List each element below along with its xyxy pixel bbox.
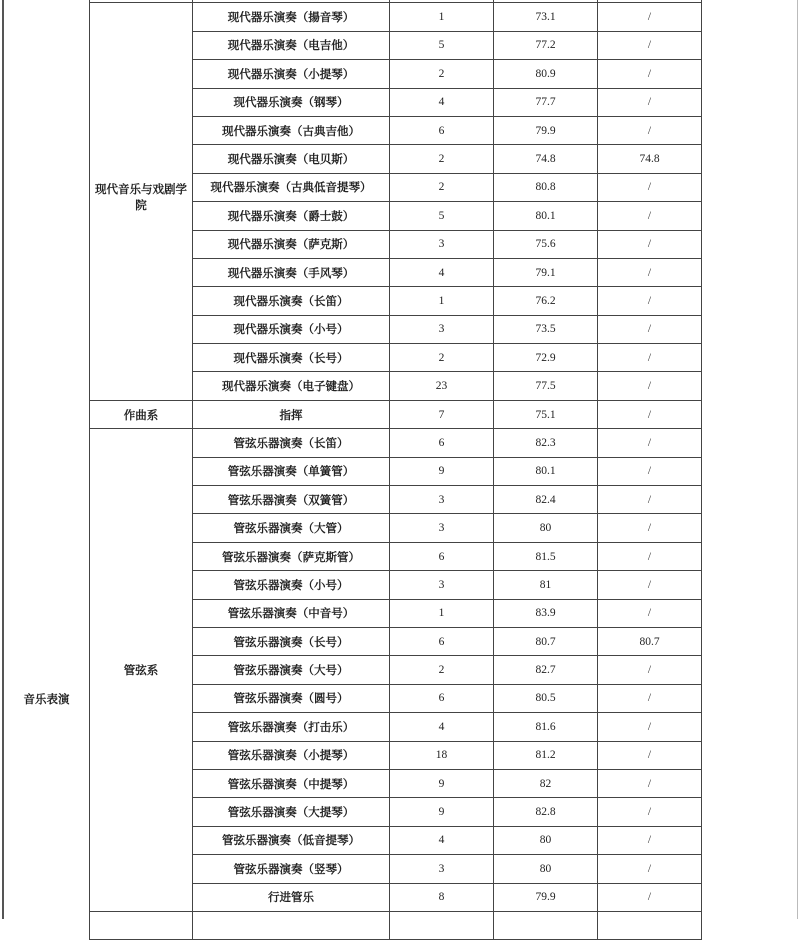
note-cell: /: [598, 542, 702, 570]
major-cell: 现代器乐演奏（电贝斯）: [193, 145, 390, 173]
note-cell: 74.8: [598, 145, 702, 173]
count-cell: 4: [390, 88, 494, 116]
score-cell: 80.5: [494, 684, 598, 712]
score-cell: 73.5: [494, 315, 598, 343]
note-cell: /: [598, 202, 702, 230]
count-cell: 3: [390, 855, 494, 883]
note-cell: /: [598, 116, 702, 144]
major-cell: 管弦乐器演奏（大管）: [193, 514, 390, 542]
count-cell: 6: [390, 684, 494, 712]
score-cell: 82.7: [494, 656, 598, 684]
note-cell: /: [598, 741, 702, 769]
score-cell: 76.2: [494, 287, 598, 315]
note-cell: /: [598, 315, 702, 343]
major-cell: 现代器乐演奏（萨克斯）: [193, 230, 390, 258]
major-cell: 管弦乐器演奏（小提琴）: [193, 741, 390, 769]
category-label: 音乐表演: [23, 692, 70, 706]
score-cell: 80: [494, 514, 598, 542]
score-cell: 80: [494, 855, 598, 883]
score-cell: 77.5: [494, 372, 598, 400]
count-cell: 5: [390, 202, 494, 230]
count-cell: 2: [390, 656, 494, 684]
score-cell: 80: [494, 826, 598, 854]
empty-cell: [90, 911, 193, 939]
count-cell: 4: [390, 826, 494, 854]
major-cell: 现代器乐演奏（电子键盘）: [193, 372, 390, 400]
major-cell: 管弦乐器演奏（双簧管）: [193, 486, 390, 514]
count-cell: 4: [390, 258, 494, 286]
count-cell: 3: [390, 486, 494, 514]
major-cell: 现代器乐演奏（手风琴）: [193, 258, 390, 286]
score-cell: 80.8: [494, 173, 598, 201]
note-cell: /: [598, 287, 702, 315]
score-cell: 81.6: [494, 713, 598, 741]
major-cell: 管弦乐器演奏（低音提琴）: [193, 826, 390, 854]
count-cell: 23: [390, 372, 494, 400]
empty-cell: [598, 911, 702, 939]
table-body: [90, 0, 702, 940]
count-cell: 9: [390, 798, 494, 826]
score-cell: 80.7: [494, 627, 598, 655]
table-row-partial: [90, 911, 702, 939]
note-cell: /: [598, 826, 702, 854]
count-cell: 9: [390, 457, 494, 485]
score-cell: 82.8: [494, 798, 598, 826]
page-edge-right: [797, 0, 798, 919]
count-cell: 1: [390, 287, 494, 315]
score-cell: 74.8: [494, 145, 598, 173]
note-cell: /: [598, 88, 702, 116]
major-cell: 现代器乐演奏（小提琴）: [193, 60, 390, 88]
count-cell: 3: [390, 230, 494, 258]
note-cell: /: [598, 60, 702, 88]
score-cell: 83.9: [494, 599, 598, 627]
note-cell: /: [598, 372, 702, 400]
count-cell: 1: [390, 599, 494, 627]
count-cell: 6: [390, 542, 494, 570]
major-cell: 管弦乐器演奏（圆号）: [193, 684, 390, 712]
score-cell: 75.6: [494, 230, 598, 258]
count-cell: 4: [390, 713, 494, 741]
major-cell: 现代器乐演奏（古典低音提琴）: [193, 173, 390, 201]
table-row: [90, 429, 702, 457]
count-cell: 2: [390, 60, 494, 88]
admission-score-table: [89, 0, 702, 940]
empty-cell: [494, 911, 598, 939]
note-cell: /: [598, 599, 702, 627]
count-cell: 2: [390, 145, 494, 173]
major-cell: 现代器乐演奏（长笛）: [193, 287, 390, 315]
category-cell: [4, 0, 90, 919]
note-cell: /: [598, 31, 702, 59]
note-cell: /: [598, 400, 702, 428]
count-cell: 5: [390, 31, 494, 59]
note-cell: /: [598, 514, 702, 542]
note-cell: 80.7: [598, 627, 702, 655]
count-cell: 9: [390, 769, 494, 797]
department-cell: 现代音乐与戏剧学院: [90, 3, 193, 400]
count-cell: 2: [390, 344, 494, 372]
count-cell: 3: [390, 514, 494, 542]
score-cell: 79.1: [494, 258, 598, 286]
note-cell: /: [598, 3, 702, 31]
count-cell: 6: [390, 429, 494, 457]
note-cell: /: [598, 713, 702, 741]
department-cell: 作曲系: [90, 400, 193, 428]
score-cell: 80.1: [494, 457, 598, 485]
major-cell: 现代器乐演奏（揚音琴）: [193, 3, 390, 31]
note-cell: /: [598, 684, 702, 712]
count-cell: 7: [390, 400, 494, 428]
count-cell: 6: [390, 116, 494, 144]
table-row: [90, 400, 702, 428]
count-cell: 3: [390, 571, 494, 599]
major-cell: 现代器乐演奏（钢琴）: [193, 88, 390, 116]
major-cell: 管弦乐器演奏（打击乐）: [193, 713, 390, 741]
score-cell: 82: [494, 769, 598, 797]
note-cell: /: [598, 656, 702, 684]
major-cell: 管弦乐器演奏（中提琴）: [193, 769, 390, 797]
score-cell: 72.9: [494, 344, 598, 372]
major-cell: 现代器乐演奏（爵士鼓）: [193, 202, 390, 230]
major-cell: 现代器乐演奏（电吉他）: [193, 31, 390, 59]
note-cell: /: [598, 769, 702, 797]
score-cell: 79.9: [494, 883, 598, 911]
note-cell: /: [598, 429, 702, 457]
score-cell: 79.9: [494, 116, 598, 144]
major-cell: 管弦乐器演奏（大号）: [193, 656, 390, 684]
major-cell: 管弦乐器演奏（小号）: [193, 571, 390, 599]
note-cell: /: [598, 457, 702, 485]
note-cell: /: [598, 571, 702, 599]
score-cell: 77.7: [494, 88, 598, 116]
major-cell: 管弦乐器演奏（单簧管）: [193, 457, 390, 485]
department-cell: 管弦系: [90, 429, 193, 912]
count-cell: 18: [390, 741, 494, 769]
major-cell: 管弦乐器演奏（竖琴）: [193, 855, 390, 883]
count-cell: 1: [390, 3, 494, 31]
score-cell: 82.4: [494, 486, 598, 514]
score-cell: 77.2: [494, 31, 598, 59]
score-cell: 81.2: [494, 741, 598, 769]
score-cell: 82.3: [494, 429, 598, 457]
count-cell: 8: [390, 883, 494, 911]
score-cell: 73.1: [494, 3, 598, 31]
major-cell: 管弦乐器演奏（萨克斯管）: [193, 542, 390, 570]
count-cell: 6: [390, 627, 494, 655]
major-cell: 管弦乐器演奏（大提琴）: [193, 798, 390, 826]
score-cell: 81.5: [494, 542, 598, 570]
note-cell: /: [598, 230, 702, 258]
note-cell: /: [598, 855, 702, 883]
count-cell: 3: [390, 315, 494, 343]
score-cell: 81: [494, 571, 598, 599]
major-cell: 指挥: [193, 400, 390, 428]
major-cell: 管弦乐器演奏（长笛）: [193, 429, 390, 457]
note-cell: /: [598, 486, 702, 514]
note-cell: /: [598, 883, 702, 911]
major-cell: 管弦乐器演奏（长号）: [193, 627, 390, 655]
note-cell: /: [598, 258, 702, 286]
count-cell: 2: [390, 173, 494, 201]
score-cell: 80.1: [494, 202, 598, 230]
major-cell: 现代器乐演奏（小号）: [193, 315, 390, 343]
note-cell: /: [598, 173, 702, 201]
empty-cell: [390, 911, 494, 939]
major-cell: 行进管乐: [193, 883, 390, 911]
table-row: [90, 3, 702, 31]
note-cell: /: [598, 344, 702, 372]
empty-cell: [193, 911, 390, 939]
major-cell: 管弦乐器演奏（中音号）: [193, 599, 390, 627]
major-cell: 现代器乐演奏（长号）: [193, 344, 390, 372]
score-cell: 75.1: [494, 400, 598, 428]
score-cell: 80.9: [494, 60, 598, 88]
major-cell: 现代器乐演奏（古典吉他）: [193, 116, 390, 144]
note-cell: /: [598, 798, 702, 826]
